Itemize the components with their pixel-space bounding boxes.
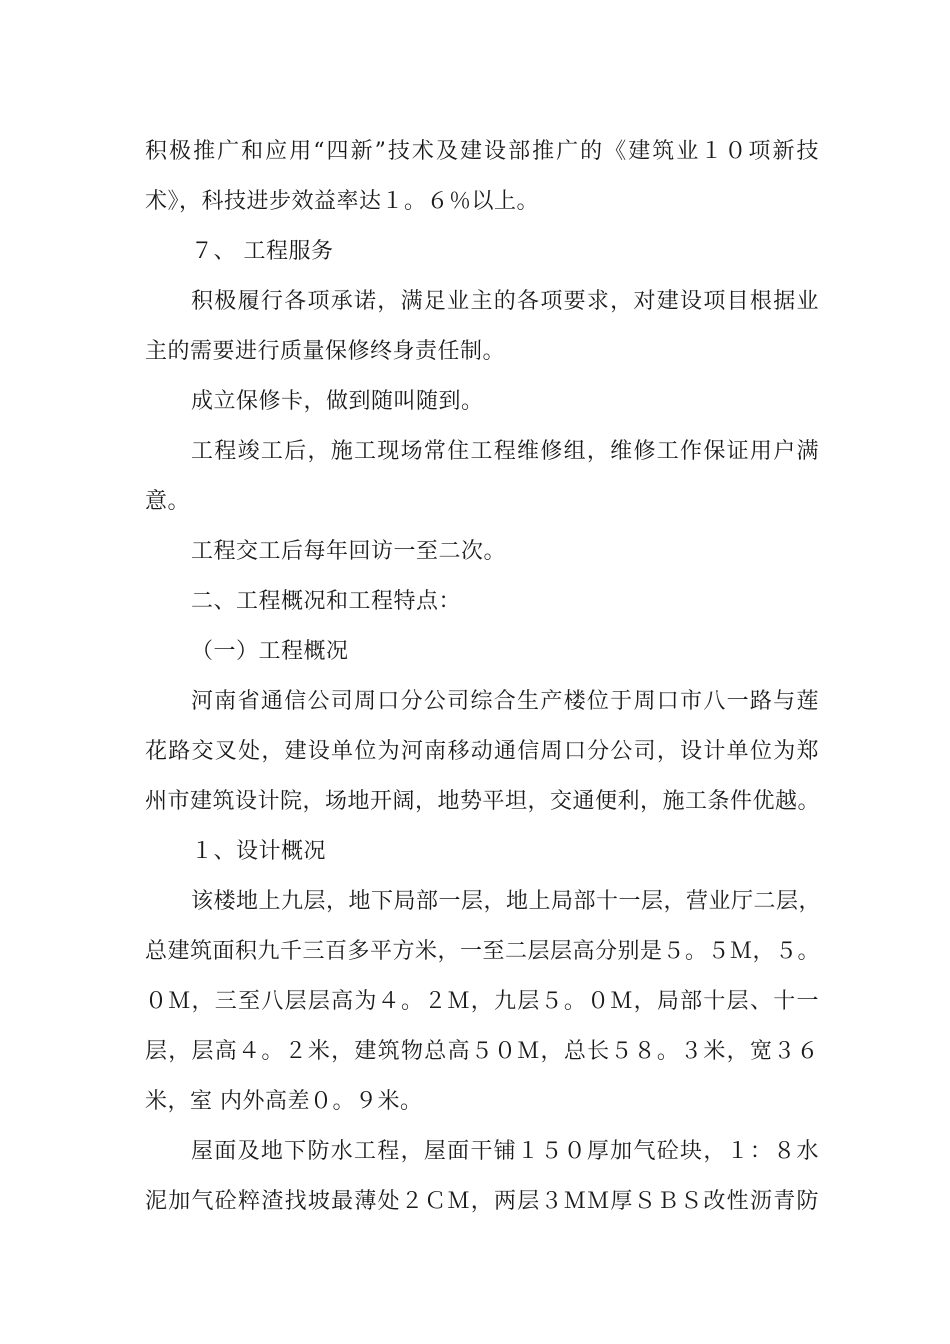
paragraph-line: 术》，科技进步效益率达１。６％以上。 bbox=[145, 189, 540, 214]
paragraph-line: 工程竣工后，施工现场常住工程维修组，维修工作保证用户满 bbox=[191, 439, 819, 464]
paragraph-line: 河南省通信公司周口分公司综合生产楼位于周口市八一路与莲 bbox=[191, 689, 819, 714]
section-heading: １、设计概况 bbox=[191, 839, 327, 864]
paragraph-line: 花路交叉处，建设单位为河南移动通信周口分公司，设计单位为郑 bbox=[145, 739, 819, 764]
paragraph-line: 州市建筑设计院，场地开阔，地势平坦，交通便利，施工条件优越。 bbox=[145, 789, 821, 814]
paragraph-line: 成立保修卡，做到随叫随到。 bbox=[191, 389, 484, 414]
paragraph-line: 泥加气砼粹渣找坡最薄处２ＣＭ，两层３ＭＭ厚ＳＢＳ改性沥青防 bbox=[145, 1189, 819, 1214]
paragraph-line: 层，层高４。２米，建筑物总高５０Ｍ，总长５８。３米，宽３６ bbox=[145, 1039, 819, 1064]
section-heading: 二、工程概况和工程特点： bbox=[191, 589, 462, 614]
section-heading: （一）工程概况 bbox=[191, 639, 349, 664]
section-heading: ７、 工程服务 bbox=[191, 239, 334, 264]
paragraph-line: 工程交工后每年回访一至二次。 bbox=[191, 539, 507, 564]
paragraph-line: 意。 bbox=[145, 489, 191, 514]
paragraph-line: 积极履行各项承诺，满足业主的各项要求，对建设项目根据业 bbox=[191, 289, 819, 314]
paragraph-line: 该楼地上九层，地下局部一层，地上局部十一层，营业厅二层， bbox=[191, 889, 822, 914]
paragraph-line: 主的需要进行质量保修终身责任制。 bbox=[145, 339, 506, 364]
paragraph-line: ０Ｍ，三至八层层高为４。２Ｍ，九层５。０Ｍ，局部十层、十一 bbox=[145, 989, 819, 1014]
paragraph-line: 屋面及地下防水工程，屋面干铺１５０厚加气砼块，１：８水 bbox=[191, 1139, 819, 1164]
paragraph-line: 米，室 内外高差０。９米。 bbox=[145, 1089, 423, 1114]
paragraph-line: 积极推广和应用“四新”技术及建设部推广的《建筑业１０项新技 bbox=[145, 139, 819, 164]
paragraph-line: 总建筑面积九千三百多平方米，一至二层层高分别是５。５Ｍ，５。 bbox=[145, 939, 821, 964]
